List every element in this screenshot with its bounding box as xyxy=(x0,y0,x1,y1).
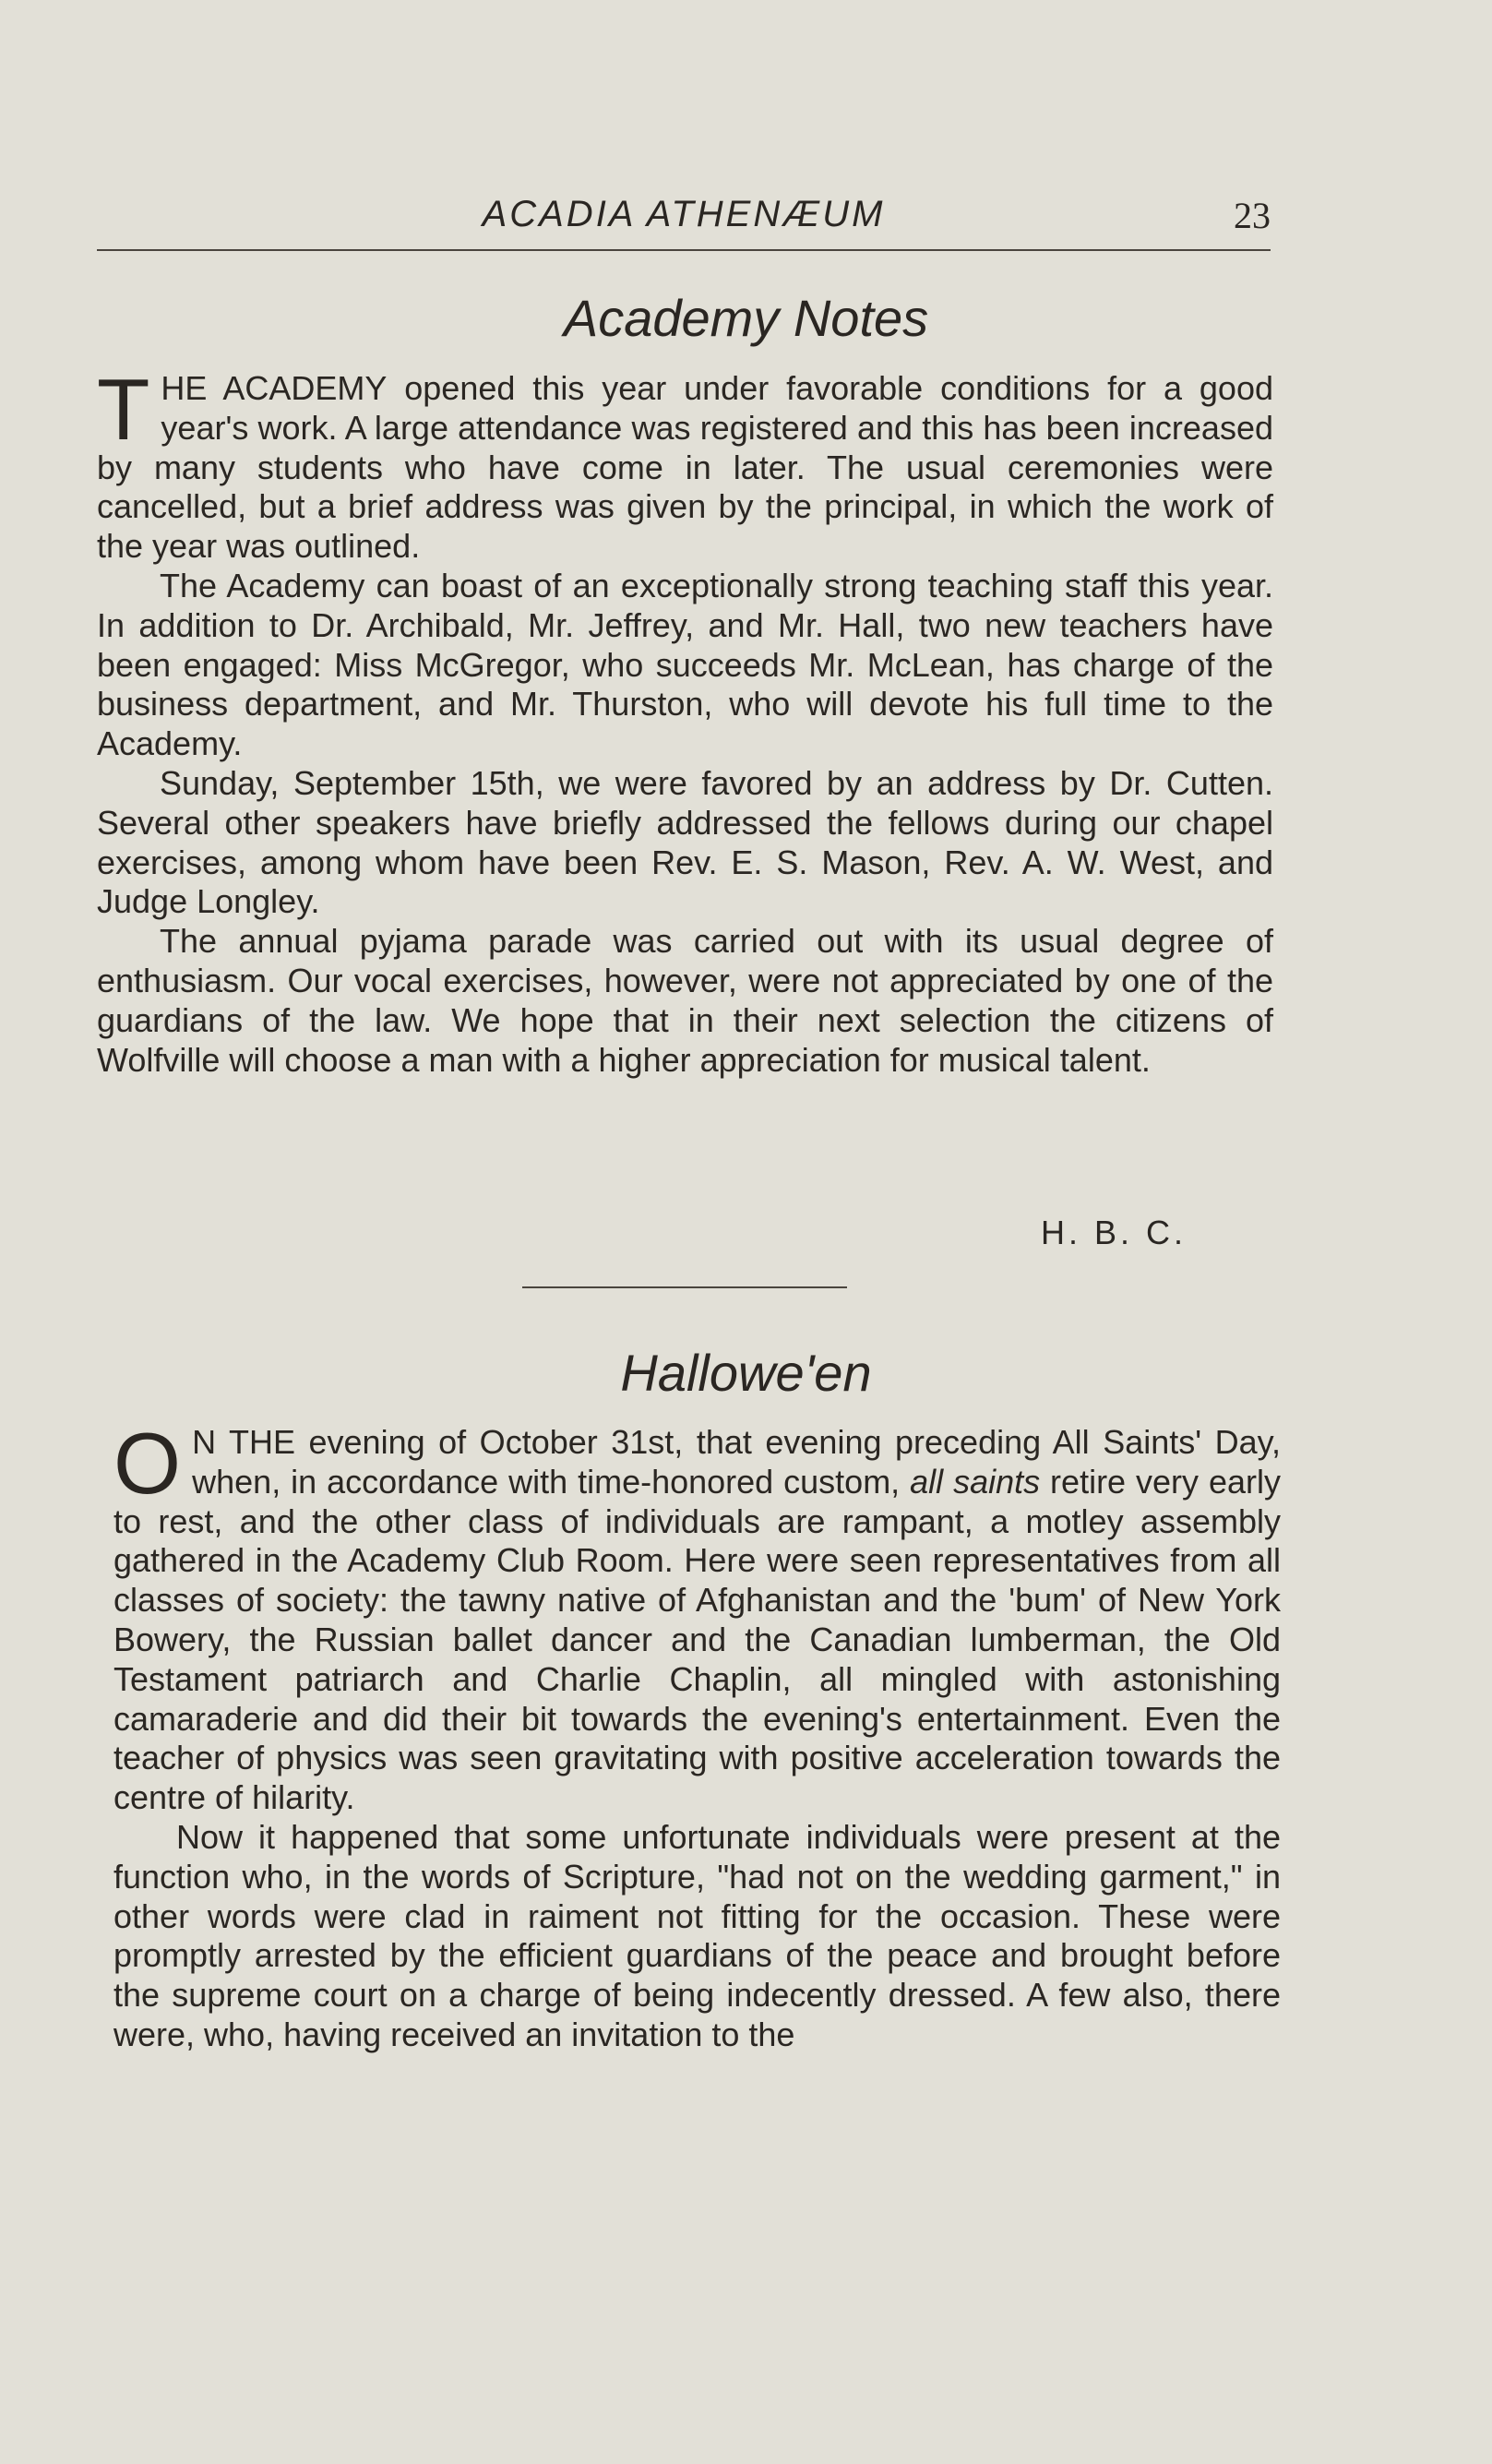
journal-title: ACADIA ATHENÆUM xyxy=(482,194,886,234)
section-title-halloween: Hallowe'en xyxy=(620,1344,872,1402)
paragraph: Sunday, September 15th, we were favored by an address by Dr. Cutten. Several other speakers have briefly addressed the fellows during our chapel exercises, among whom have been Rev. E. S. Mason, Rev. A. W. West, and Judge Longley. xyxy=(97,763,1273,921)
paragraph-text: evening of October 31st, that evening preceding All Saints' Day, when, in accordance with time-honored custom, xyxy=(192,1423,1281,1501)
running-header xyxy=(97,194,1271,240)
section-title-academy-notes: Academy Notes xyxy=(563,289,929,347)
italic-phrase: all saints xyxy=(910,1462,1041,1501)
header-rule xyxy=(97,249,1271,251)
drop-cap: T xyxy=(97,361,150,458)
author-initials: H. B. C. xyxy=(1041,1214,1188,1251)
article-halloween xyxy=(113,1415,1281,2055)
paragraph xyxy=(97,361,1273,567)
lead-in: HE ACADEMY xyxy=(161,369,388,407)
paragraph-text: retire very early to rest, and the other class of individuals are rampant, a motley assembly gathered in the Academy Club Room. Here were seen representatives from all classes of society: the tawny native of Afghanistan and the 'bum' of New York Bowery, the Russian ballet dancer and the Canadian lumberman, the Old Testament patriarch and Charlie Chaplin, all mingled with astonishing camaraderie and did their bit towards the evening's entertainment. Even the teacher of physics was seen gravitating with positive acceleration towards the centre of hilarity. xyxy=(113,1462,1281,1817)
paragraph xyxy=(113,1415,1281,1818)
article-academy-notes xyxy=(97,361,1273,1080)
drop-cap: O xyxy=(113,1415,182,1512)
section-divider xyxy=(522,1286,847,1288)
paragraph-text: opened this year under favorable conditions for a good year's work. A large attendance was registered and this has been increased by many students who have come in later. The usual ceremonies were cancelled, but a brief address was given by the principal, in which the work of the year was outlined. xyxy=(97,369,1273,566)
paragraph: The annual pyjama parade was carried out with its usual degree of enthusiasm. Our vocal exercises, however, were not appreciated by one of the guardians of the law. We hope that in their next selection the citizens of Wolfville will choose a man with a higher appreciation for musical talent. xyxy=(97,922,1273,1079)
page-number: 23 xyxy=(1234,195,1271,236)
lead-in: N THE xyxy=(192,1423,295,1461)
paragraph: Now it happened that some unfortunate individuals were present at the function who, in the words of Scripture, "had not on the wedding garment," in other words were clad in raiment not fitting for the occasion. These were promptly arrested by the efficient guardians of the peace and brought before the supreme court on a charge of being indecently dressed. A few also, there were, who, having received an invitation to the xyxy=(113,1817,1281,2053)
paragraph: The Academy can boast of an exceptionally strong teaching staff this year. In addition to Dr. Archibald, Mr. Jeffrey, and Mr. Hall, two new teachers have been engaged: Miss McGregor, who succeeds Mr. McLean, has charge of the business department, and Mr. Thurston, who will devote his full time to the Academy. xyxy=(97,566,1273,763)
